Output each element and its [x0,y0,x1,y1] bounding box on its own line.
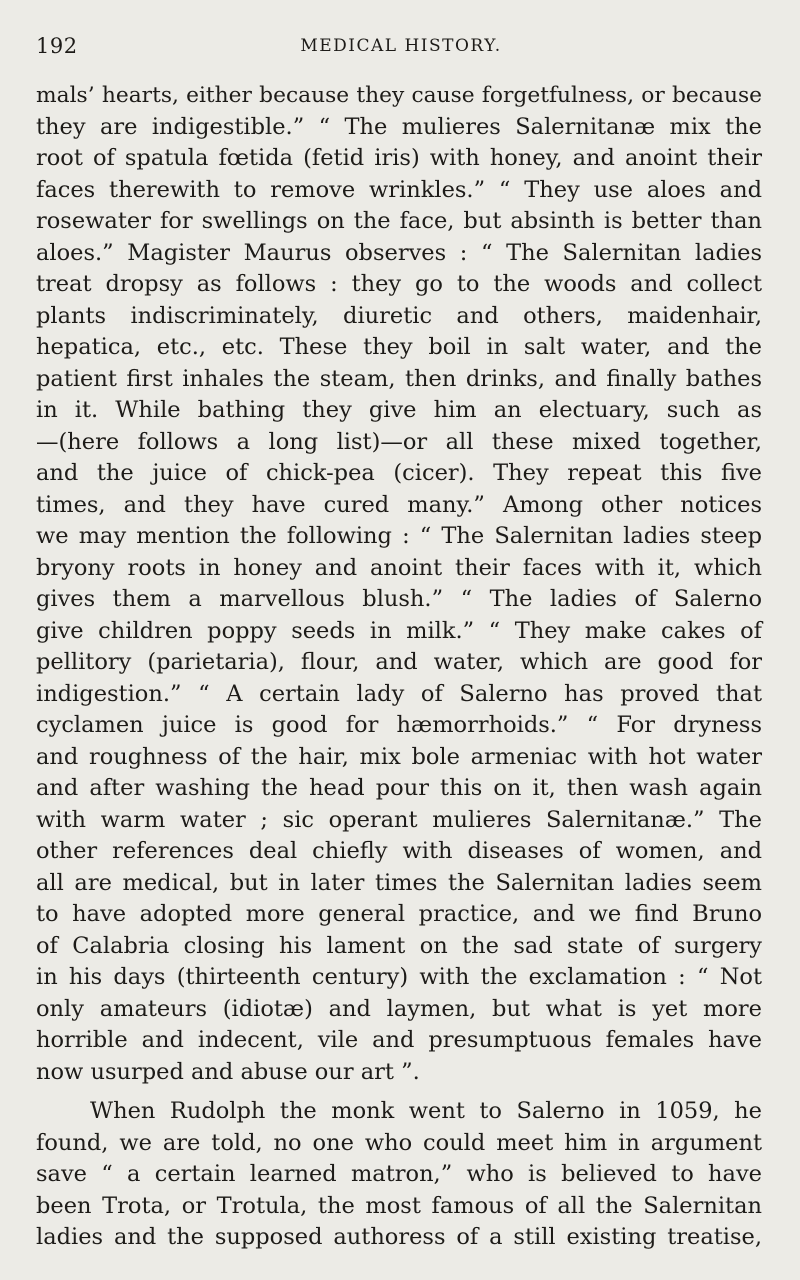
page-number: 192 [36,34,78,58]
text-line: found, we are told, no one who could meet him in argument [36,1129,762,1156]
text-line: to have adopted more general practice, and we find Bruno [36,901,762,927]
text-line: with warm water ; sic operant mulieres Salernitanæ.” The [36,806,762,833]
text-line: of Calabria closing his lament on the sad state of surgery [36,932,762,959]
text-line: gives them a marvellous blush.” “ The ladies of Salerno [36,586,762,612]
text-line: we may mention the following : “ The Salernitan ladies steep [36,523,762,549]
text-line: plants indiscriminately, diuretic and others, maidenhair, [36,302,762,329]
text-line: they are indigestible.” “ The mulieres Salernitanæ mix the [36,113,762,140]
text-line: rosewater for swellings on the face, but absinth is better than [36,208,762,234]
text-line: and the juice of chick-pea (cicer). They repeat this five [36,460,762,486]
text-line: aloes.” Magister Maurus observes : “ The Salernitan ladies [36,239,762,266]
text-line: When Rudolph the monk went to Salerno in 1059, he [90,1098,762,1124]
text-line: other references deal chiefly with diseases of women, and [36,838,762,864]
text-line: root of spatula fœtida (fetid iris) with honey, and anoint their [36,145,762,171]
text-line: and roughness of the hair, mix bole armeniac with hot water [36,743,762,770]
text-line: save “ a certain learned matron,” who is believed to have [36,1161,762,1187]
text-line: pellitory (parietaria), flour, and water, which are good for [36,649,762,675]
text-line: mals’ hearts, either because they cause forgetfulness, or because [36,83,762,108]
text-line: patient first inhales the steam, then drinks, and finally bathes [36,365,762,392]
body-text [36,80,762,1254]
text-line: been Trota, or Trotula, the most famous of all the Salernitan [36,1192,762,1219]
text-line: and after washing the head pour this on it, then wash again [36,775,762,801]
text-line: cyclamen juice is good for hæmorrhoids.” “ For dryness [36,712,762,738]
text-line: —(here follows a long list)—or all these mixed together, [36,428,762,455]
text-line: faces therewith to remove wrinkles.” “ They use aloes and [36,176,762,203]
text-line: in his days (thirteenth century) with the exclamation : “ Not [36,964,762,990]
text-line: give children poppy seeds in milk.” “ They make cakes of [36,617,762,644]
text-line: indigestion.” “ A certain lady of Salerno has proved that [36,680,762,707]
paragraph [36,80,762,1088]
text-line: horrible and indecent, vile and presumptuous females have [36,1027,762,1053]
text-line: now usurped and abuse our art ”. [36,1058,420,1085]
paragraph-gap [36,1088,762,1096]
page-header [36,32,766,62]
text-line: all are medical, but in later times the Salernitan ladies seem [36,869,762,896]
running-head: MEDICAL HISTORY. [300,36,502,56]
paragraph [36,1096,762,1254]
text-line: only amateurs (idiotæ) and laymen, but what is yet more [36,995,762,1022]
text-line: treat dropsy as follows : they go to the woods and collect [36,271,762,297]
text-line: ladies and the supposed authoress of a still existing treatise, [36,1224,762,1250]
text-line: times, and they have cured many.” Among other notices [36,491,762,518]
text-line: hepatica, etc., etc. These they boil in salt water, and the [36,334,762,360]
text-line: in it. While bathing they give him an electuary, such as [36,397,762,423]
text-line: bryony roots in honey and anoint their faces with it, which [36,554,762,581]
